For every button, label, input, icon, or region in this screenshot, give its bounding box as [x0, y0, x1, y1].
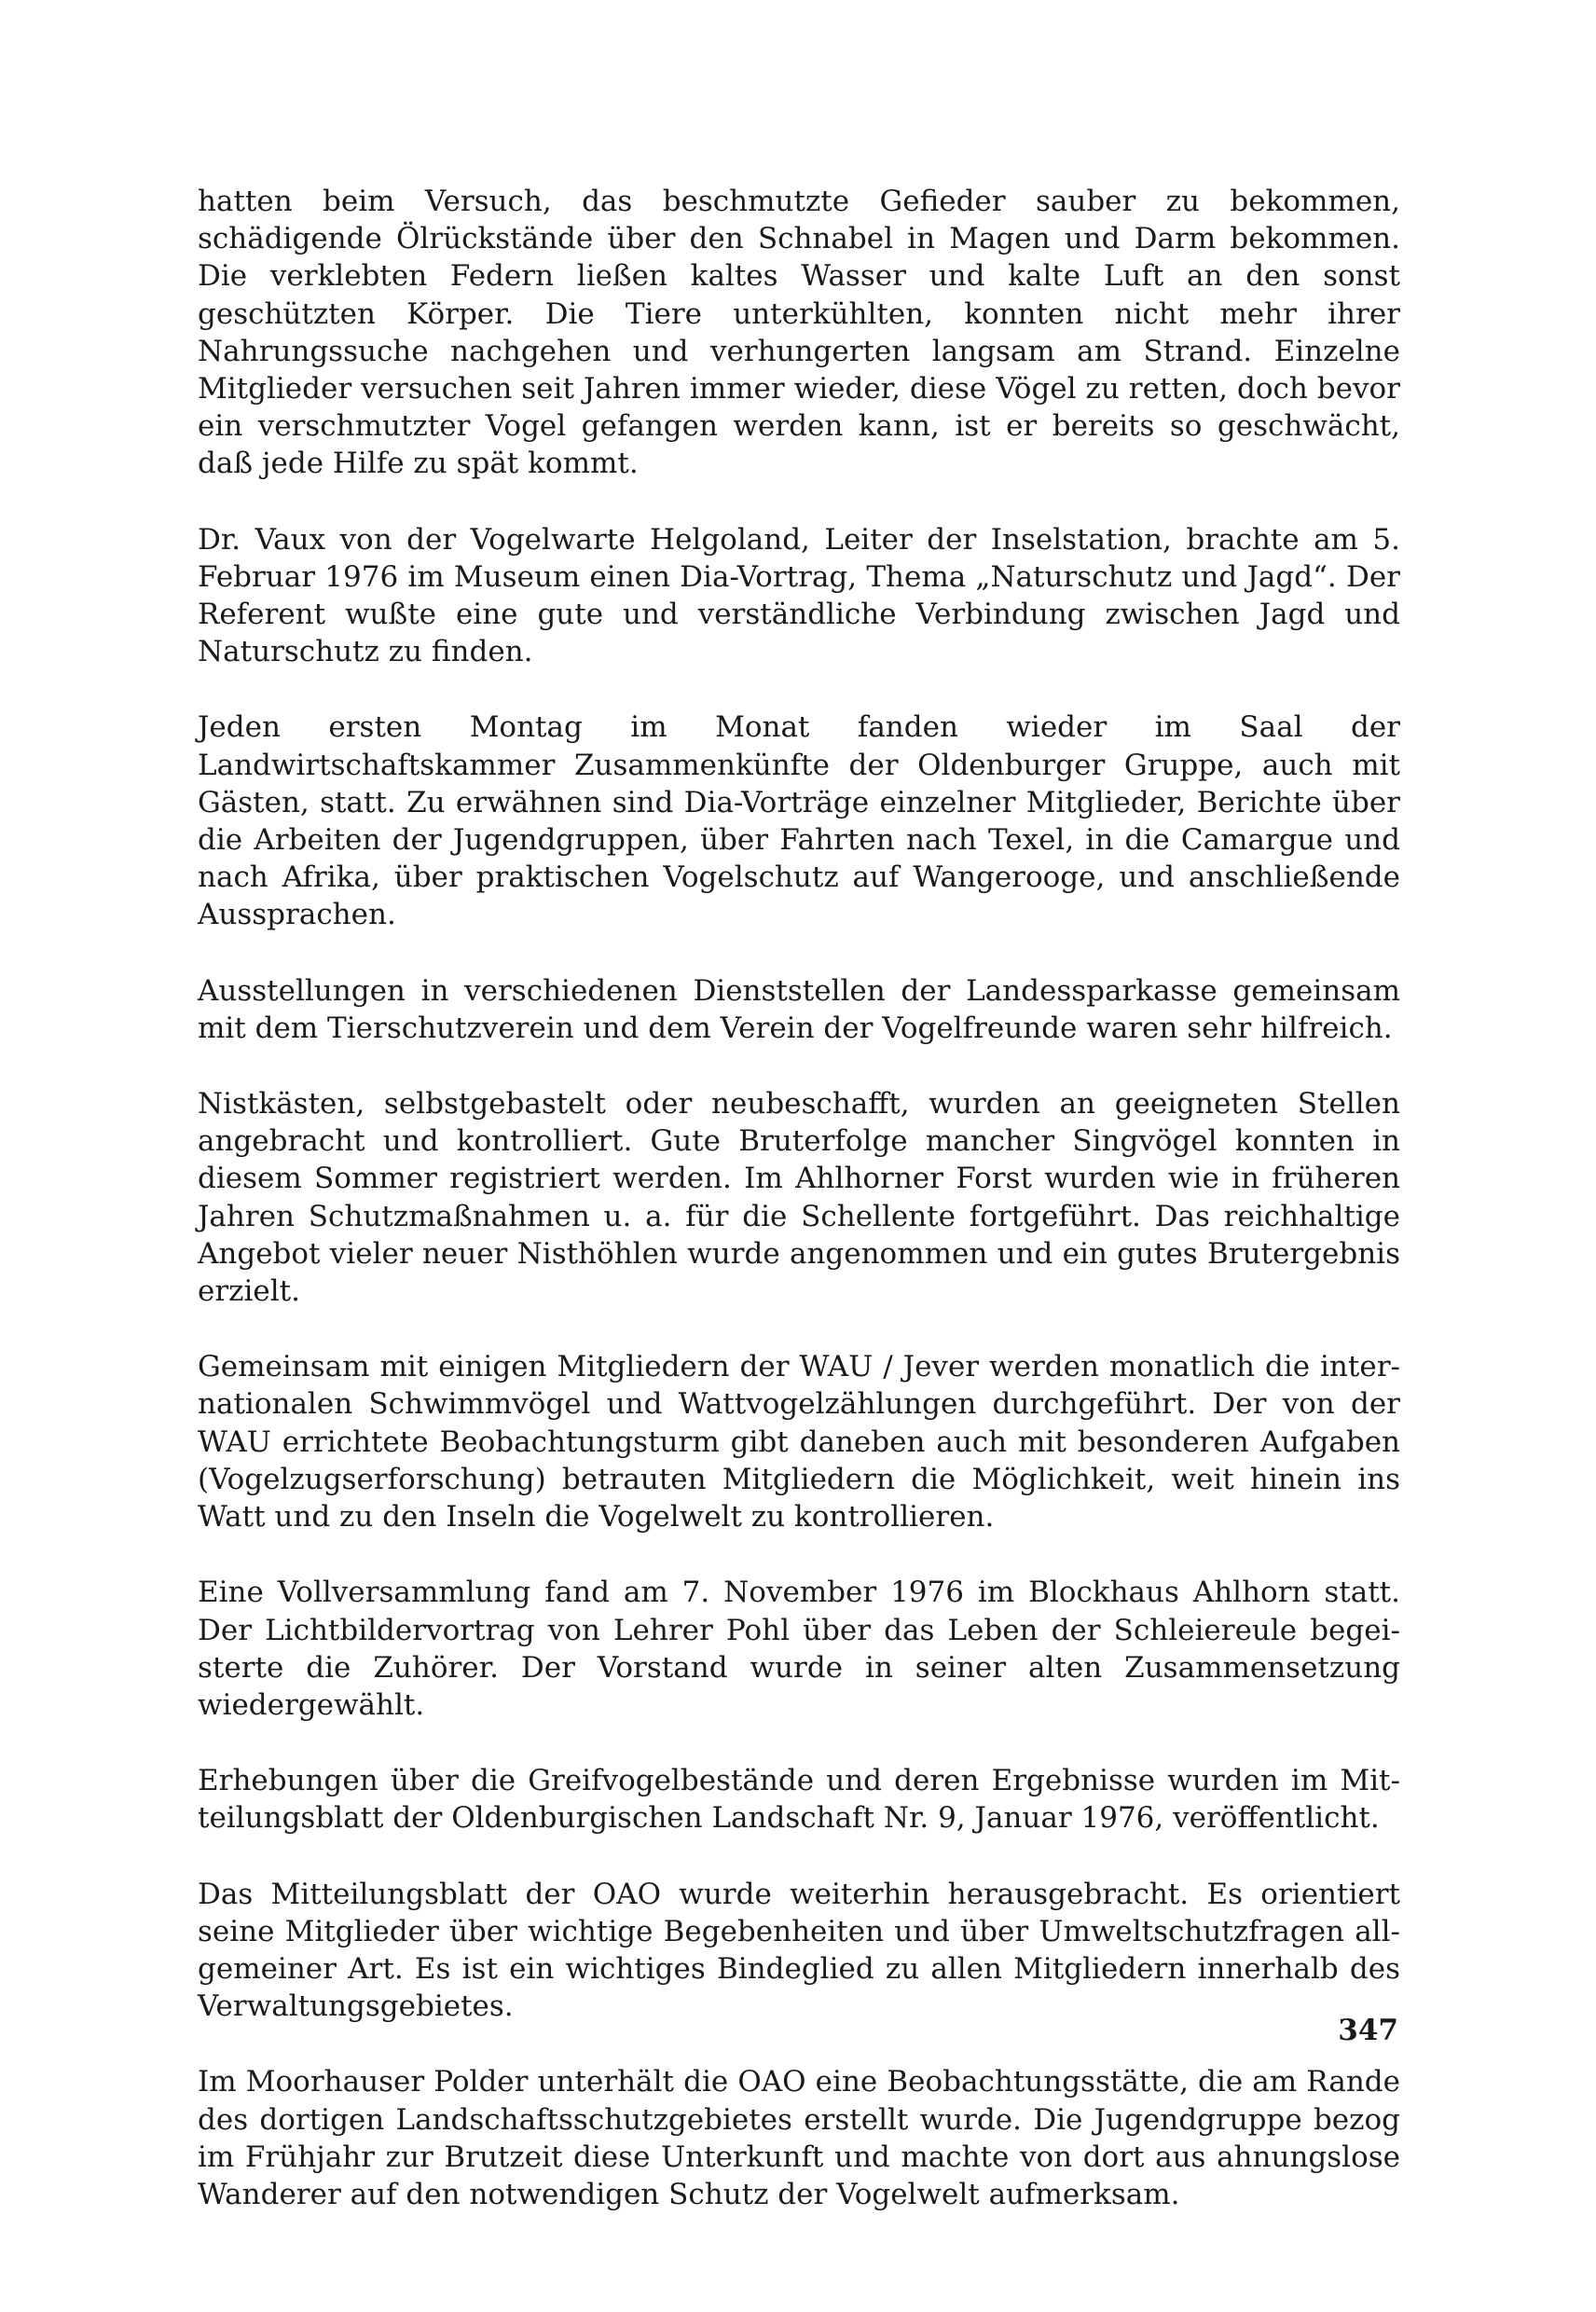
paragraph-general-assembly: Eine Vollversammlung fand am 7. November 1976 im Blockhaus Ahlhorn statt. Der Lichtbildervortrag von Lehrer Pohl über das Leben der Schleiereule begeisterte die Zuhörer. Der Vorstand wurde in seiner alten Zusammensetzung wiedergewählt. — [198, 1576, 1400, 1722]
paragraph-monthly-meetings: Jeden ersten Montag im Monat fanden wieder im Saal der Landwirtschaftskammer Zusammenkünfte der Oldenburger Gruppe, auch mit Gästen, statt. Zu erwähnen sind Dia-Vorträge einzelner Mitglieder, Berichte über die Arbeiten der Jugendgruppen, über Fahrten nach Texel, in die Camargue und nach Afrika, über praktischen Vogelschutz auf Wangerooge, und anschließende Aussprachen. — [198, 710, 1400, 932]
paragraph-bird-counts: Gemeinsam mit einigen Mitgliedern der WAU / Jever werden monatlich die internationalen Schwimmvögel und Wattvogelzählungen durchgeführt. Der von der WAU errichtete Beobachtungsturm gibt daneben auch mit besonderen Aufgaben (Vogelzugserforschung) betrauten Mitgliedern die Möglichkeit, weit hinein ins Watt und zu den Inseln die Vogelwelt zu kontrollieren. — [198, 1350, 1400, 1534]
body-text — [198, 183, 1400, 2251]
paragraph-nest-boxes: Nistkästen, selbstgebastelt oder neubeschafft, wurden an geeigneten Stellen angebracht und kontrolliert. Gute Bruterfolge mancher Singvögel konnten in diesem Sommer registriert werden. Im Ahlhorner Forst wurden wie in früheren Jahren Schutzmaßnahmen u. a. für die Schellente fortgeführt. Das reichhaltige Angebot vieler neuer Nisthöhlen wurde angenommen und ein gutes Brutergebnis erzielt. — [198, 1087, 1400, 1309]
paragraph-oil-damage: hatten beim Versuch, das beschmutzte Gefieder sauber zu bekommen, schädigende Ölrückstände über den Schnabel in Magen und Darm bekommen. Die verklebten Federn ließen kaltes Wasser und kalte Luft an den sonst geschützten Körper. Die Tiere unterkühlten, konnten nicht mehr ihrer Nahrungssuche nachgehen und verhungerten langsam am Strand. Einzelne Mitglieder versuchen seit Jahren immer wieder, diese Vögel zu retten, doch bevor ein verschmutzter Vogel gefangen werden kann, ist er bereits so geschwächt, daß jede Hilfe zu spät kommt. — [198, 185, 1400, 481]
paragraph-vaux-lecture: Dr. Vaux von der Vogelwarte Helgoland, Leiter der Inselstation, brachte am 5. Februar 1976 im Museum einen Dia-Vortrag, Thema „Naturschutz und Jagd“. Der Referent wußte eine gute und verständliche Verbindung zwischen Jagd und Naturschutz zu finden. — [198, 522, 1400, 669]
paragraph-newsletter: Das Mitteilungsblatt der OAO wurde weiterhin herausgebracht. Es orientiert seine Mitglieder über wichtige Begebenheiten und über Umweltschutzfragen allgemeiner Art. Es ist ein wichtiges Bindeglied zu allen Mitgliedern innerhalb des Verwaltungsgebietes. — [198, 1877, 1400, 2024]
paragraph-exhibitions: Ausstellungen in verschiedenen Dienststellen der Landessparkasse gemeinsam mit dem Tierschutzverein und dem Verein der Vogelfreunde waren sehr hilfreich. — [198, 973, 1400, 1045]
paragraph-observation-station: Im Moorhauser Polder unterhält die OAO eine Beobachtungsstätte, die am Rande des dortigen Landschaftsschutzgebietes erstellt wurde. Die Jugendgruppe bezog im Frühjahr zur Brutzeit diese Unterkunft und machte von dort aus ahnungslose Wanderer auf den notwendigen Schutz der Vogelwelt aufmerksam. — [198, 2065, 1400, 2211]
paragraph-raptor-survey: Erhebungen über die Greifvogelbestände und deren Ergebnisse wurden im Mitteilungsblatt der Oldenburgischen Landschaft Nr. 9, Januar 1976, veröffentlicht. — [198, 1764, 1400, 1836]
page-number: 347 — [1338, 2014, 1398, 2047]
